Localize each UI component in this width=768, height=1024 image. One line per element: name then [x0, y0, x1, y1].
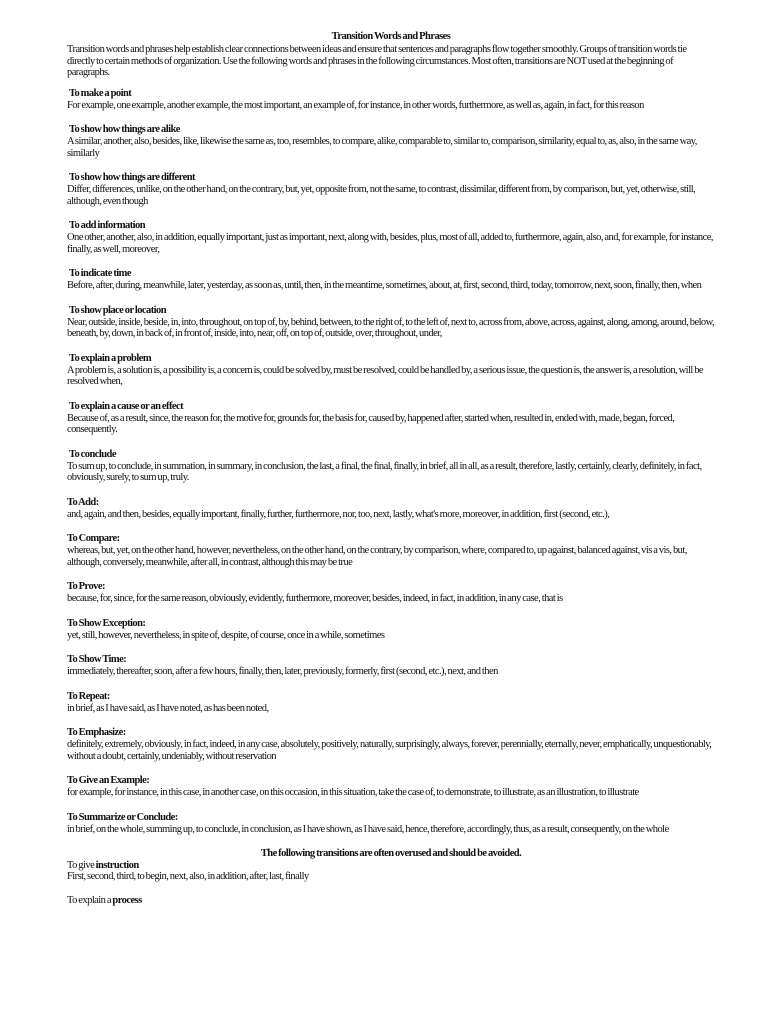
section-heading: To Show Exception:: [67, 617, 146, 629]
section-heading: To make a point: [69, 87, 132, 99]
instruction-word: instruction: [95, 859, 139, 871]
transition-section: [67, 497, 715, 521]
instruction-prefix: To give: [67, 859, 96, 871]
section-heading: To conclude: [69, 448, 116, 460]
overused-notice: The following transitions are often overused and should be avoided.: [260, 848, 522, 859]
transition-section: [67, 775, 715, 799]
section-heading: To Emphasize:: [67, 727, 126, 738]
section-text: and, again, and then, besides, equally important, finally, further, furthermore, nor, too, next, lastly, what's more, moreover, in addition, first (second, etc.),: [67, 508, 610, 520]
section-text: A problem is, a solution is, a possibility is, a concern is, could be solved by, must be resolved, could be handled by, a serious issue, the question is, the answer is, a resolution, will be resolved when,: [67, 364, 704, 387]
transition-section: [67, 727, 715, 762]
transition-section: [67, 124, 715, 159]
transition-section: [67, 812, 715, 836]
section-heading: To indicate time: [69, 268, 131, 279]
section-text: because, for, since, for the same reason, obviously, evidently, furthermore, moreover, besides, indeed, in fact, in addition, in any case, that is: [67, 593, 563, 604]
transition-section: [67, 691, 715, 715]
document-page: [67, 30, 715, 906]
section-heading: To show how things are different: [69, 172, 195, 183]
section-heading: To Summarize or Conclude:: [67, 811, 178, 823]
section-heading: To explain a cause or an effect: [69, 400, 184, 412]
instruction-line: [67, 860, 715, 872]
section-text: in brief, as I have said, as I have noted, as has been noted,: [67, 702, 269, 714]
transition-section: [67, 88, 715, 112]
process-word: process: [112, 894, 142, 906]
section-heading: To Repeat:: [67, 690, 110, 702]
section-heading: To Give an Example:: [67, 775, 150, 786]
section-text: Because of, as a result, since, the reason for, the motive for, grounds for, the basis for, caused by, happened after, started when, resulted in, ended with, made, began, forced, consequently.: [67, 412, 675, 435]
transition-section: [67, 353, 715, 388]
section-text: definitely, extremely, obviously, in fact, indeed, in any case, absolutely, positively, naturally, surprisingly, always, forever, perennially, eternally, never, emphatically, unquestionably, without a doubt, certainly, undeniably, without reservation: [67, 739, 712, 762]
section-heading: To Prove:: [67, 581, 105, 592]
section-heading: To Add:: [67, 496, 99, 508]
section-text: One other, another, also, in addition, equally important, just as important, next, along with, besides, plus, most of all, added to, furthermore, again, also, and, for example, for instance, finally, as well, moreover,: [67, 232, 713, 255]
section-text: for example, for instance, in this case, in another case, on this occasion, in this situation, take the case of, to demonstrate, to illustrate, as an illustration, to illustrate: [67, 787, 639, 798]
spacer: [67, 883, 715, 895]
transition-section: [67, 172, 715, 207]
transition-section: [67, 618, 715, 642]
section-text: Differ, differences, unlike, on the other hand, on the contrary, but, yet, opposite from, not the same, to contrast, dissimilar, different from, by comparison, but, yet, otherwise, still, although, even though: [67, 184, 696, 207]
section-text: in brief, on the whole, summing up, to conclude, in conclusion, as I have shown, as I have said, hence, therefore, accordingly, thus, as a result, consequently, on the whole: [67, 823, 669, 835]
section-text: yet, still, however, nevertheless, in spite of, despite, of course, once in a while, sometimes: [67, 629, 385, 641]
transition-section: [67, 654, 715, 678]
section-text: immediately, thereafter, soon, after a few hours, finally, then, later, previously, formerly, first (second, etc.), next, and then: [67, 666, 498, 677]
transition-section: [67, 581, 715, 605]
section-heading: To Show Time:: [67, 654, 127, 665]
process-prefix: To explain a: [67, 894, 113, 906]
process-line: [67, 895, 715, 907]
section-text: A similar, another, also, besides, like, likewise the same as, too, resembles, to compare, alike, comparable to, similar to, comparison, similarity, equal to, as, also, in the same way, similarly: [67, 136, 697, 159]
section-heading: To show place or location: [69, 304, 167, 316]
section-text: Near, outside, inside, beside, in, into, throughout, on top of, by, behind, between, to the right of, to the left of, next to, across from, above, across, against, along, among, around, below, beneath, by, down, in back of, in front of, inside, into, near, off, on top of, outside, over, throughout, under,: [67, 316, 715, 339]
section-text: For example, one example, another example, the most important, an example of, for instance, in other words, furthermore, as well as, again, in fact, for this reason: [67, 99, 644, 111]
section-heading: To add information: [69, 220, 146, 231]
transition-section: [67, 401, 715, 436]
transition-section: [67, 305, 715, 340]
transition-section: [67, 220, 715, 255]
intro-paragraph: Transition words and phrases help establish clear connections between ideas and ensure that sentences and paragraphs flow together smoothly. Groups of transition words tie directly to certain methods of organization. Use the following words and phrases in the following circumstances. Most often, transitions are NOT used at the beginning of paragraphs.: [67, 44, 687, 78]
document-title: Transition Words and Phrases: [331, 31, 451, 42]
instruction-list: First, second, third, to begin, next, also, in addition, after, last, finally: [67, 871, 309, 882]
section-text: whereas, but, yet, on the other hand, however, nevertheless, on the other hand, on the contrary, by comparison, where, compared to, up against, balanced against, vis a vis, but, although, conversely, meanwhile, after all, in contrast, although this may be true: [67, 545, 687, 568]
transition-section: [67, 268, 715, 292]
sections-list: [67, 88, 715, 836]
section-text: Before, after, during, meanwhile, later, yesterday, as soon as, until, then, in the meantime, sometimes, about, at, first, second, third, today, tomorrow, next, soon, finally, then, when: [67, 280, 702, 291]
section-heading: To explain a problem: [69, 352, 152, 364]
transition-section: [67, 449, 715, 484]
section-text: To sum up, to conclude, in summation, in summary, in conclusion, the last, a final, the final, finally, in brief, all in all, as a result, therefore, lastly, certainly, clearly, definitely, in fact, obviously, surely, to sum up, truly.: [67, 460, 702, 483]
transition-section: [67, 533, 715, 568]
section-heading: To show how things are alike: [69, 124, 180, 135]
section-heading: To Compare:: [67, 533, 120, 544]
